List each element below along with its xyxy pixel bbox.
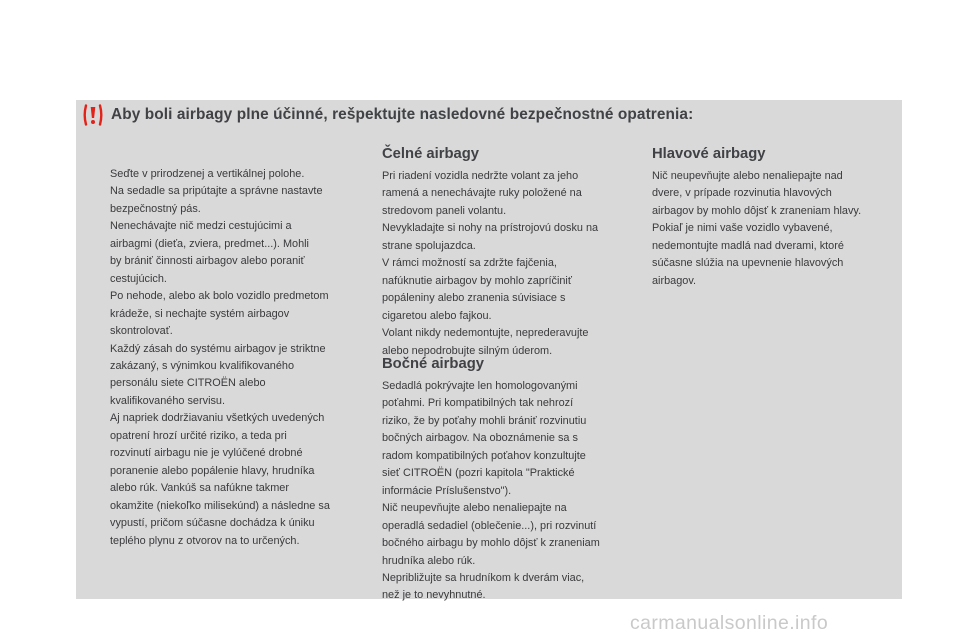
text-line: riziko, že by poťahy mohli brániť rozvinutiu bbox=[382, 414, 587, 427]
text-line: hrudníka alebo rúk. bbox=[382, 554, 476, 567]
text-line: stredovom paneli volantu. bbox=[382, 204, 507, 217]
text-line: skontrolovať. bbox=[110, 325, 173, 338]
text-line: než je to nevyhnutné. bbox=[382, 589, 486, 602]
text-line: airbagmi (dieťa, zviera, predmet...). Mohli bbox=[110, 237, 309, 250]
side-airbags-title: Bočné airbagy bbox=[382, 356, 484, 372]
text-line: rozvinutí airbagu nie je vylúčené drobné bbox=[110, 447, 303, 460]
text-line: poranenie alebo popálenie hlavy, hrudníka bbox=[110, 464, 315, 477]
text-line: Každý zásah do systému airbagov je striktne bbox=[110, 342, 326, 355]
text-line: operadlá sedadiel (oblečenie...), pri rozvinutí bbox=[382, 519, 597, 532]
text-line: Nevykladajte si nohy na prístrojovú dosku na bbox=[382, 222, 599, 235]
text-line: personálu siete CITROËN alebo bbox=[110, 377, 266, 390]
warning-icon bbox=[83, 104, 103, 126]
text-line: cigaretou alebo fajkou. bbox=[382, 309, 492, 322]
general-precautions bbox=[110, 166, 372, 550]
text-line: bočného airbagu by mohlo dôjsť k zraneniam bbox=[382, 537, 600, 550]
text-line: súčasne slúžia na upevnenie hlavových bbox=[652, 257, 844, 270]
text-line: Aj napriek dodržiavaniu všetkých uvedených bbox=[110, 412, 325, 425]
text-line: alebo rúk. Vankúš sa nafúkne takmer bbox=[110, 482, 289, 495]
text-line: Sedadlá pokrývajte len homologovanými bbox=[382, 380, 578, 392]
text-line: strane spolujazdca. bbox=[382, 239, 476, 252]
text-line: vypustí, pričom súčasne dochádza k úniku bbox=[110, 517, 315, 530]
text-line: krádeže, si nechajte systém airbagov bbox=[110, 307, 290, 320]
text-line: Pokiaľ je nimi vaše vozidlo vybavené, bbox=[652, 222, 833, 235]
text-line: dvere, v prípade rozvinutia hlavových bbox=[652, 187, 832, 200]
text-line: kvalifikovaného servisu. bbox=[110, 394, 226, 407]
text-line: opatrení hrozí určité riziko, a teda pri bbox=[110, 429, 287, 442]
page-heading: Aby boli airbagy plne účinné, rešpektujte nasledovné bezpečnostné opatrenia: bbox=[111, 106, 694, 123]
text-line: cestujúcich. bbox=[110, 272, 167, 285]
text-line: bezpečnostný pás. bbox=[110, 202, 201, 215]
text-line: nafúknutie airbagov by mohlo zapríčiniť bbox=[382, 274, 572, 287]
text-line: informácie Príslušenstvo"). bbox=[382, 484, 512, 497]
text-line: Nepribližujte sa hrudníkom k dverám viac, bbox=[382, 571, 585, 584]
text-line: Nič neupevňujte alebo nenaliepajte na bbox=[382, 502, 567, 515]
text-line: airbagov by mohlo dôjsť k zraneniam hlavy. bbox=[652, 204, 862, 217]
text-line: Pri riadení vozidla nedržte volant za jeho bbox=[382, 170, 579, 182]
text-line: Nenechávajte nič medzi cestujúcimi a bbox=[110, 220, 292, 233]
text-line: radom kompatibilných poťahov konzultujte bbox=[382, 449, 586, 462]
front-airbags-title: Čelné airbagy bbox=[382, 146, 480, 162]
watermark: carmanualsonline.info bbox=[630, 612, 829, 634]
text-line: Volant nikdy nedemontujte, neprederavujte bbox=[382, 327, 589, 340]
text-line: sieť CITROËN (pozri kapitola "Praktické bbox=[382, 467, 575, 480]
text-line: Seďte v prirodzenej a vertikálnej polohe. bbox=[110, 168, 305, 180]
text-line: poťahmi. Pri kompatibilných tak nehrozí bbox=[382, 397, 574, 410]
text-line: Nič neupevňujte alebo nenaliepajte nad bbox=[652, 170, 843, 182]
text-line: okamžite (niekoľko milisekúnd) a následne sa bbox=[110, 499, 330, 512]
text-line: Na sedadle sa pripútajte a správne nastavte bbox=[110, 185, 323, 198]
text-line: alebo nepodrobujte silným úderom. bbox=[382, 344, 553, 357]
text-line: popáleniny alebo zranenia súvisiace s bbox=[382, 292, 566, 305]
side-airbags-text bbox=[382, 378, 644, 605]
text-line: ramená a nenechávajte ruky položené na bbox=[382, 187, 582, 200]
text-line: nedemontujte madlá nad dverami, ktoré bbox=[652, 239, 844, 252]
text-line: teplého plynu z otvorov na to určených. bbox=[110, 534, 300, 547]
text-line: airbagov. bbox=[652, 274, 696, 287]
text-line: by brániť činnosti airbagov alebo poraniť bbox=[110, 255, 305, 268]
text-line: zakázaný, s výnimkou kvalifikovaného bbox=[110, 359, 295, 372]
text-line: V rámci možností sa zdržte fajčenia, bbox=[382, 257, 557, 270]
front-airbags-text bbox=[382, 168, 644, 360]
text-line: bočných airbagov. Na oboznámenie sa s bbox=[382, 432, 578, 445]
head-airbags-title: Hlavové airbagy bbox=[652, 146, 766, 162]
text-line: Po nehode, alebo ak bolo vozidlo predmetom bbox=[110, 290, 329, 303]
head-airbags-text bbox=[652, 168, 902, 290]
